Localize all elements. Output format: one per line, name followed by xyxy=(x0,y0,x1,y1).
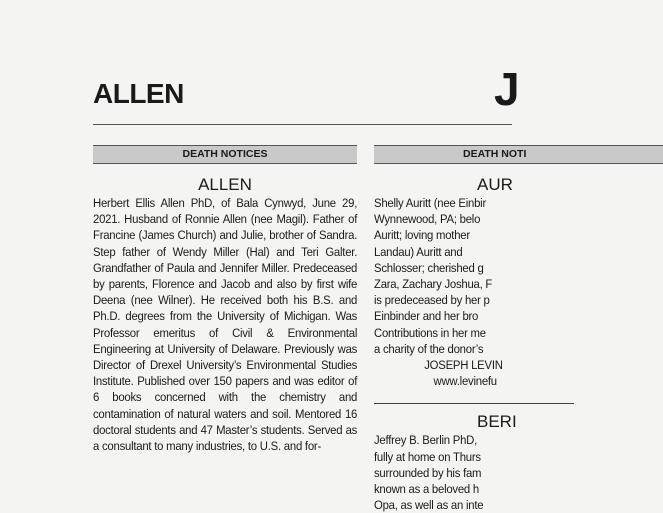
header-rule xyxy=(93,124,512,125)
obituary-line: Auritt; loving mother xyxy=(374,228,470,243)
obituary-text xyxy=(374,195,523,389)
funeral-home-website: www.levinefu xyxy=(433,374,497,389)
obituary-line: Zara, Zachary Joshua, F xyxy=(374,277,493,292)
obituary-line: Shelly Auritt (nee Einbir xyxy=(374,196,487,210)
funeral-home-signature: JOSEPH LEVIN xyxy=(424,358,503,373)
obituary-line: surrounded by his fam xyxy=(374,465,482,480)
notice-separator xyxy=(374,403,574,404)
obituary-text xyxy=(374,432,523,513)
obituary-line: Opa, as well as an inte xyxy=(374,498,484,513)
obituary-name: AUR xyxy=(477,175,513,194)
obituary-line: fully at home on Thurs xyxy=(374,449,481,464)
obituary-line: is predeceased by her p xyxy=(374,293,490,308)
obituary-line: Schlosser; cherished g xyxy=(374,260,484,275)
obituary-name: BERI xyxy=(477,412,517,432)
obituary-line: known as a beloved h xyxy=(374,482,480,497)
obituary-line: Jeffrey B. Berlin PhD, xyxy=(374,433,478,448)
obituary-line: Landau) Auritt and xyxy=(374,244,463,259)
obituary-name: ALLEN xyxy=(198,175,252,194)
left-column xyxy=(93,145,357,512)
death-notices-bar: DEATH NOTICES xyxy=(93,145,357,164)
obituary-text: Herbert Ellis Allen PhD, of Bala Cynwyd, June 29, 2021. Husband of Ronnie Allen (nee Magil). Father of Francine (James Church) and Julie, brother of Sandra. Step father of Wendy Miller (Hal) and Teri Galter. Grandfather of Paula and Jennifer Miller. Predeceased by parents, Florence and Jacob and also by first wife Deena (nee Wilner). He received both his B.S. and Ph.D. degrees from the University of Michigan. Was Professor emeritus of Civil & Environmental Engineering at University of Delaware. Previously was Director of Drexel University’s Environmental Studies Institute. Published over 150 papers and was editor of 6 books concerned with the chemistry and contamination of natural waters and soil. Mentored 16 doctoral students and 47 Master’s students. Served as a consultant to many industries, to U.S. and for- xyxy=(93,196,358,454)
page-header-name: ALLEN xyxy=(93,78,184,109)
obituary-line: Wynnewood, PA; belo xyxy=(374,212,481,227)
page-header-partial-letter: J xyxy=(494,63,520,115)
obituary-line: Contributions in her me xyxy=(374,325,486,340)
obituary-line: Einbinder and her bro xyxy=(374,309,479,324)
obituary-line: a charity of the donor’s xyxy=(374,341,484,356)
death-notices-bar: DEATH NOTI xyxy=(374,145,663,164)
right-column xyxy=(374,145,527,513)
